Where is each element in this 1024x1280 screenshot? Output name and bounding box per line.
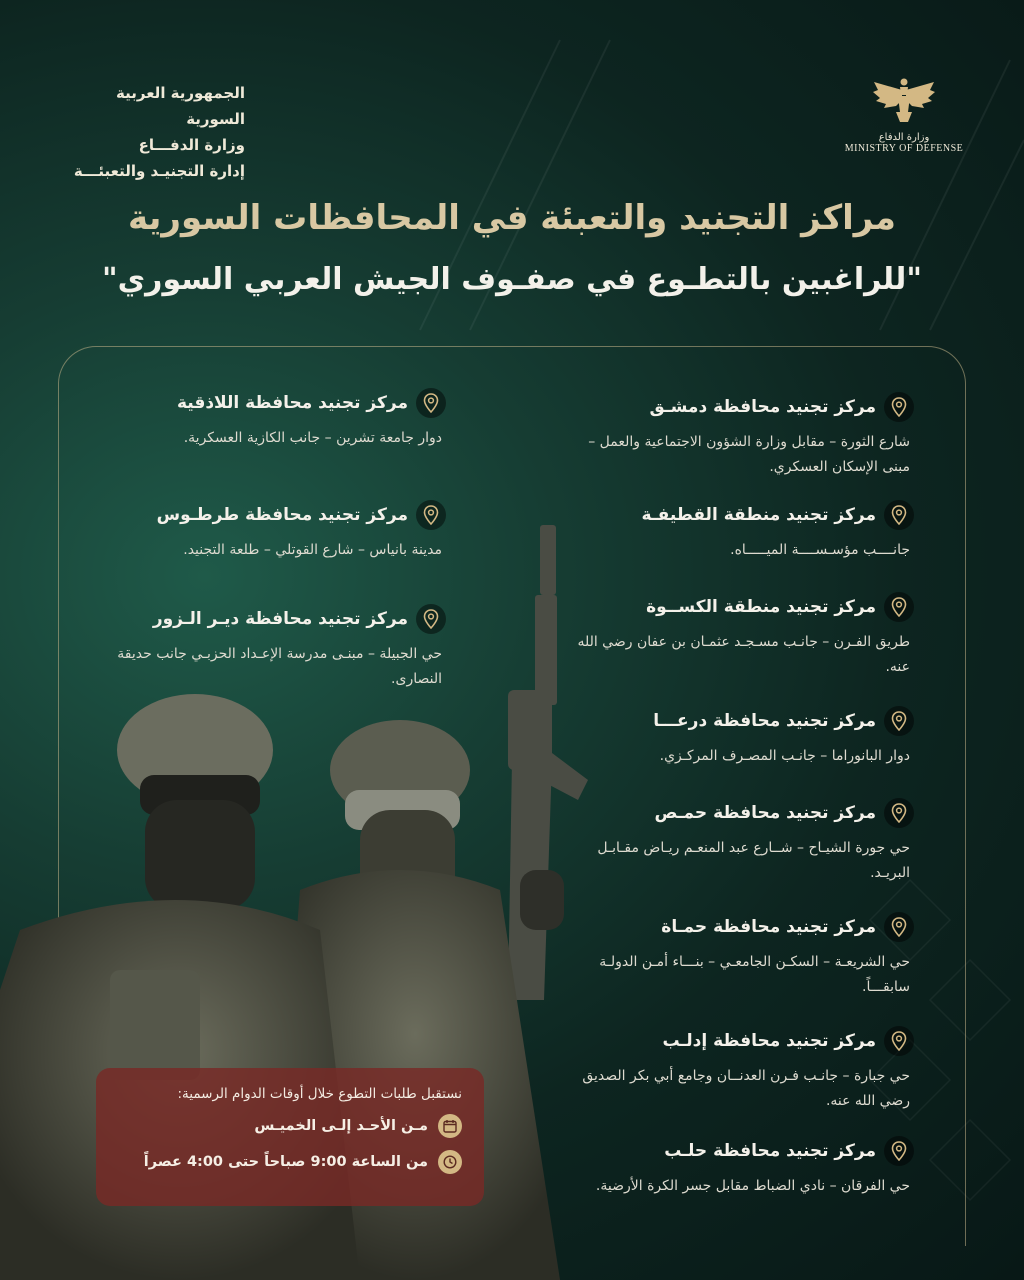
recruitment-center-qutayfah — [574, 500, 914, 563]
center-address: طريق الفـرن – جانـب مسـجـد عثمـان بن عفان رضي الله عنه. — [577, 634, 910, 675]
recruitment-center-aleppo — [574, 1136, 914, 1199]
location-pin-icon — [884, 912, 914, 942]
recruitment-center-deir-ez-zor — [106, 604, 446, 692]
location-pin-icon — [884, 706, 914, 736]
center-name: مركز تجنيد محافظة اللاذقية — [176, 393, 408, 413]
location-pin-icon — [416, 500, 446, 530]
center-address: دوار البانوراما – جانـب المصـرف المركـزي. — [659, 748, 910, 764]
location-pin-icon — [884, 500, 914, 530]
recruitment-center-tartus — [106, 500, 446, 563]
hours-intro: نستقبل طلبات التطوع خلال أوقات الدوام الرسمية: — [177, 1086, 462, 1102]
center-name: مركز تجنيد محافظة ديـر الـزور — [152, 609, 408, 629]
logo-english-text: MINISTRY OF DEFENSE — [844, 143, 964, 154]
center-address: دوار جامعة تشرين – جانب الكازية العسكرية. — [183, 430, 442, 446]
recruitment-center-latakia — [106, 388, 446, 451]
recruitment-center-kisweh — [574, 592, 914, 680]
center-name: مركز تجنيد منطقة الكســوة — [646, 597, 876, 617]
location-pin-icon — [884, 1136, 914, 1166]
page-subtitle: "للراغبين بالتطـوع في صفـوف الجيش العربي السوري" — [102, 262, 922, 297]
center-name: مركز تجنيد محافظة حمـص — [654, 803, 876, 823]
recruitment-center-hama — [574, 912, 914, 1000]
republic-name: الجمهورية العربية السورية — [116, 84, 245, 128]
location-pin-icon — [884, 1026, 914, 1056]
center-name: مركز تجنيد محافظة طرطـوس — [156, 505, 408, 525]
location-pin-icon — [884, 798, 914, 828]
government-header — [60, 80, 245, 184]
center-address: حي الشريعـة – السكـن الجامعـي – بنـــاء أمـن الدولـة سابقـــاً. — [599, 954, 910, 995]
department-name: إدارة التجنيـد والتعبئـــة — [73, 162, 245, 180]
location-pin-icon — [416, 604, 446, 634]
center-name: مركز تجنيد منطقة القطيفـة — [641, 505, 876, 525]
center-address: مدينة بانياس – شارع القوتلي – طلعة التجنيد. — [183, 542, 442, 558]
center-name: مركز تجنيد محافظة حلـب — [664, 1141, 876, 1161]
clock-icon — [438, 1150, 462, 1174]
calendar-icon — [438, 1114, 462, 1138]
working-hours-box — [96, 1068, 484, 1206]
center-address: حي جورة الشيـاح – شــارع عبد المنعـم ريـاض مقـابـل البريـد. — [597, 840, 910, 881]
center-name: مركز تجنيد محافظة حمـاة — [661, 917, 876, 937]
center-address: حي الفرقان – نادي الضباط مقابل جسر الكرة الأرضية. — [595, 1178, 910, 1194]
ministry-logo — [844, 78, 964, 154]
location-pin-icon — [884, 392, 914, 422]
center-address: شارع الثورة – مقابل وزارة الشؤون الاجتماعية والعمل – مبنى الإسكان العسكري. — [588, 434, 910, 475]
ministry-name: وزارة الدفـــاع — [138, 136, 245, 154]
center-name: مركز تجنيد محافظة درعـــا — [653, 711, 876, 731]
center-address: جانــــب مؤسـســــة الميـــــاه. — [730, 542, 910, 558]
location-pin-icon — [416, 388, 446, 418]
recruitment-center-damascus — [574, 392, 914, 480]
recruitment-center-daraa — [574, 706, 914, 769]
page-title: مراكز التجنيد والتعبئة في المحافظات السورية — [128, 198, 896, 238]
center-name: مركز تجنيد محافظة إدلـب — [662, 1031, 876, 1051]
location-pin-icon — [884, 592, 914, 622]
center-name: مركز تجنيد محافظة دمشـق — [649, 397, 876, 417]
logo-arabic-text: وزارة الدفاع — [878, 132, 930, 143]
center-address: حي الجبيلة – مبنـى مدرسة الإعـداد الحزبـي جانب حديقة النصارى. — [117, 646, 442, 687]
recruitment-center-homs — [574, 798, 914, 886]
recruitment-center-idlib — [574, 1026, 914, 1114]
eagle-emblem-icon — [872, 78, 936, 126]
working-time: من الساعة 9:00 صباحاً حتى 4:00 عصراً — [143, 1154, 428, 1170]
working-days: مـن الأحـد إلـى الخميـس — [254, 1118, 428, 1134]
center-address: حي جبارة – جانـب فـرن العدنــان وجامع أبي بكر الصديق رضي الله عنه. — [582, 1068, 910, 1109]
